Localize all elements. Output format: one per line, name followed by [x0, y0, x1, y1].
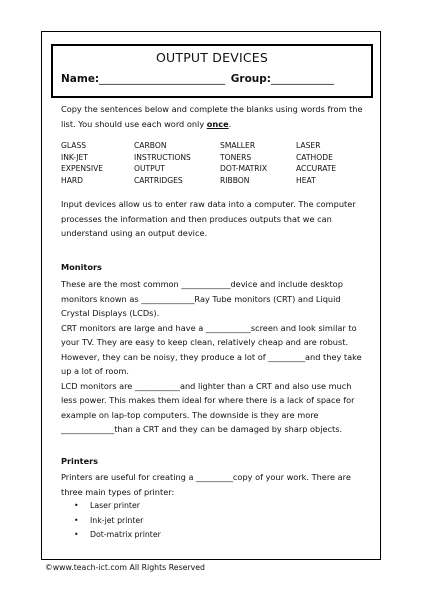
worksheet-title: OUTPUT DEVICES: [155, 50, 269, 65]
word-item: SMALLER: [220, 141, 256, 150]
worksheet-header: [51, 44, 373, 98]
list-item: • Laser printer: [74, 499, 161, 514]
group-label: Group:: [230, 73, 271, 85]
instructions: [61, 102, 365, 131]
instructions-emphasis: once: [206, 118, 229, 129]
printers-heading: Printers: [61, 456, 99, 466]
word-item: LASER: [296, 141, 321, 150]
list-item: • Ink-jet printer: [74, 514, 161, 529]
word-item: RIBBON: [220, 175, 250, 185]
monitors-paragraph: These are the most common ____________device and include desktop monitors known as _____________Ray Tube monitors (CRT) and Liquid Crystal Displays (LCDs).: [61, 279, 343, 318]
word-item: HARD: [61, 175, 84, 185]
instructions-end: .: [228, 118, 232, 129]
word-item: TONERS: [220, 152, 252, 162]
word-item: INK-JET: [61, 152, 88, 162]
printers-paragraph: Printers are useful for creating a _________copy of your work. There are three main types of printer:: [61, 472, 351, 497]
printer-types-list: [74, 499, 161, 543]
name-label: Name:: [61, 73, 100, 85]
word-item: INSTRUCTIONS: [134, 152, 191, 162]
word-item: EXPENSIVE: [61, 164, 104, 174]
word-item: CATHODE: [296, 152, 333, 162]
instructions-text: Copy the sentences below and complete the blanks using words from the list. You should use each word only: [61, 104, 363, 129]
copyright-footer: ©www.teach-ict.com All Rights Reserved: [45, 563, 205, 572]
word-item: GLASS: [61, 141, 87, 150]
monitors-heading: Monitors: [61, 262, 102, 272]
monitors-paragraph: LCD monitors are ___________and lighter than a CRT and also use much less power. This makes them ideal for where there is a lack of space for example on lap-top computers. The downside is they are more _____________than a CRT and they can be damaged by sharp objects.: [61, 380, 355, 434]
word-item: DOT-MATRIX: [220, 164, 268, 174]
monitors-section: [61, 277, 365, 437]
group-blank: ____________: [271, 73, 334, 85]
word-item: CARBON: [134, 141, 167, 150]
word-list: [61, 140, 365, 186]
name-group-row: [61, 73, 334, 85]
word-item: CARTRIDGES: [134, 175, 183, 185]
word-item: ACCURATE: [296, 164, 337, 174]
name-blank: ________________________: [99, 73, 226, 85]
list-item: • Dot-matrix printer: [74, 528, 161, 543]
word-item: HEAT: [296, 175, 316, 185]
intro-paragraph: Input devices allow us to enter raw data into a computer. The computer processes the information and then produces outputs that we can understand using an output device.: [61, 199, 356, 238]
word-item: OUTPUT: [134, 164, 165, 174]
monitors-paragraph: CRT monitors are large and have a ___________screen and look similar to your TV. They are easy to keep clean, relatively cheap and are robust. However, they can be noisy, they produce a lot of _________and they take up a lot of room.: [61, 322, 362, 376]
